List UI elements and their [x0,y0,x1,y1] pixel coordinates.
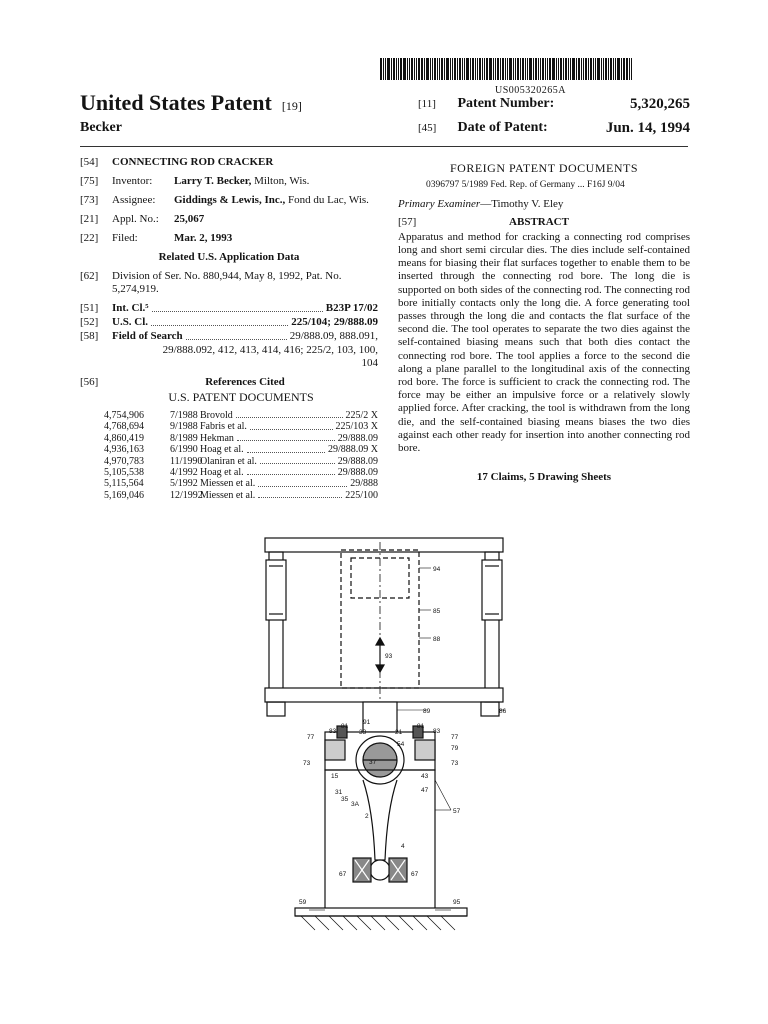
date-of-patent-row [418,120,690,136]
patent-number-label: Patent Number: [457,96,555,111]
int-cl-line [80,302,378,315]
reference-name: Hekman [200,432,234,444]
reference-num: 5,115,564 [104,478,144,490]
drawing-label: 81 [341,723,349,730]
patent-number: 5,320,265 [630,96,690,112]
abstract-header [398,216,690,229]
inventor-place: Milton, Wis. [251,175,310,187]
field-code: [62] [80,270,99,282]
field-code: [73] [80,194,99,206]
field-code: [54] [80,156,99,168]
field-code: [22] [80,232,99,244]
reference-name: Hoag et al. [200,444,244,456]
document-number: US005320265A [495,85,567,96]
references-list [104,410,378,501]
reference-date: 5/1992 [170,478,198,490]
division-text: Division of Ser. No. 880,944, May 8, 1992, Pat. No. 5,274,919. [112,270,342,295]
field-of-search-cont: 29/888.092, 412, 413, 414, 416; 225/2, 103, 100, [162,344,378,356]
title-field [80,156,378,169]
field-label: Field of Search [112,330,183,342]
reference-row [104,490,378,501]
reference-name: Hoag et al. [200,467,244,479]
leader-dots [258,490,342,498]
reference-date: 4/1992 [170,467,198,479]
field-label: Appl. No.: [112,213,159,225]
reference-cls: 225/103 X [335,421,378,433]
leader-dots [260,456,335,464]
reference-num: 4,754,906 [104,410,144,421]
leader-dots [247,444,325,452]
field-code: [51] [80,302,99,314]
drawing-label: 86 [499,708,507,715]
field-label: Inventor: [112,175,153,187]
filed-date: Mar. 2, 1993 [174,232,233,244]
field-label: U.S. Cl. [112,316,149,328]
drawing-label: 31 [335,789,343,796]
reference-date: 9/1988 [170,421,198,433]
drawing-label: 88 [433,636,441,643]
leader-dots [258,478,347,486]
drawing-label: 77 [307,734,315,741]
reference-name: Miessen et al. [200,478,256,490]
reference-cls: 29/888.09 [337,467,378,479]
drawing-label: 93 [385,653,393,660]
reference-row [104,410,378,421]
assignee-name: Giddings & Lewis, Inc., [174,194,286,206]
field-code: [21] [80,213,99,225]
patent-drawing [255,520,505,940]
reference-num: 4,768,694 [104,421,144,433]
reference-row [104,421,378,432]
drawing-label: 54 [397,741,405,748]
invention-title: CONNECTING ROD CRACKER [112,156,274,168]
reference-date: 11/1990 [170,455,203,467]
assignee-place: Fond du Lac, Wis. [285,194,369,206]
field-label: Int. Cl.⁵ [112,302,149,314]
right-column [398,162,690,484]
drawing-label: 85 [433,608,441,615]
leader-dots [151,316,288,326]
reference-num: 4,860,419 [104,432,144,444]
bibliographic-column [80,156,378,501]
date-of-patent: Jun. 14, 1994 [605,120,690,136]
drawing-label: 43 [421,773,429,780]
examiner-line [398,198,690,211]
drawing-label: 67 [411,871,419,878]
reference-date: 6/1990 [170,444,198,456]
division-field [80,270,378,296]
patent-number-code: [11] [418,98,436,110]
us-cl-line [80,316,378,329]
field-of-search-cont2: 104 [361,357,378,369]
claims-count: 17 Claims, 5 Drawing Sheets [476,471,612,484]
reference-row [104,444,378,455]
drawing-label: 95 [453,899,461,906]
leader-dots [152,302,323,312]
drawing-label: 21 [395,729,403,736]
reference-name: Fabris et al. [200,421,247,433]
abstract-heading: ABSTRACT [509,215,569,228]
appl-number: 25,067 [174,213,205,225]
drawing-label: 47 [421,787,429,794]
reference-cls: 29/888.09 [337,455,378,467]
inventor-name: Larry T. Becker, [174,175,252,187]
reference-name: Olaniran et al. [200,455,257,467]
drawing-label: 2 [365,813,369,820]
us-cl-value: 225/104; 29/888.09 [291,316,378,328]
reference-cls: 29/888.09 X [328,444,378,456]
reference-date: 7/1988 [170,410,198,421]
field-code: [75] [80,175,99,187]
drawing-label: 67 [339,871,347,878]
examiner-name: —Timothy V. Eley [480,198,564,211]
field-code: [56] [80,376,99,388]
us-docs-heading: U.S. PATENT DOCUMENTS [168,390,314,404]
date-code: [45] [418,122,437,134]
date-label: Date of Patent: [457,120,548,135]
reference-num: 5,105,538 [104,467,144,479]
reference-row [104,433,378,444]
drawing-label: 73 [303,760,311,767]
reference-row [104,456,378,467]
drawing-label: 37 [369,759,377,766]
drawing-label: 77 [451,734,459,741]
drawing-label: 79 [451,745,459,752]
patent-number-row [418,96,690,112]
leader-dots [247,467,335,475]
leader-dots [250,421,333,429]
drawing-label: 94 [433,566,441,573]
reference-name: Brovold [200,410,233,421]
foreign-heading: FOREIGN PATENT DOCUMENTS [449,161,639,175]
reference-num: 5,169,046 [104,489,144,501]
appl-field [80,213,378,226]
reference-name: Miessen et al. [200,489,256,501]
title-text: United States Patent [80,90,272,115]
title-code: [19] [281,99,302,113]
references-heading: References Cited [205,376,285,388]
abstract-text: Apparatus and method for cracking a connecting rod comprises long and short semi circular dies. The dies include self-contained means for biasing their flat surfaces together to enable them to be inserted through the connecting rod bore. The long die is supported on both sides of the connecting rod. The connecting rod bore initially contacts only the long die. A force generating tool passes through the long die and contacts the flat surface of the second die. The tool operates to separate the two dies against the self-contained biasing means such that both dies contact the connecting rod bore. The tool applies a force to the second die along a plane parallel to the longitudinal axis of the connecting rod bore. The force is sufficient to crack the connecting rod. The force may be either an impulsive force or a relatively slowly applied force. After cracking, the tool is withdrawn from the long die, and the self-contained biasing means biases the two dies against each other ready for insertion into another connecting rod bore. [398,230,690,455]
drawing-label: 33 [359,729,367,736]
abstract-code: [57] [398,215,417,228]
leader-dots [186,330,287,340]
field-of-search-line [80,330,378,343]
drawing-label: 57 [453,808,461,815]
reference-num: 4,970,783 [104,455,144,467]
drawing-label: 83 [433,728,441,735]
examiner-label: Primary Examiner [398,198,481,211]
drawing-label: 83 [329,728,337,735]
inventor-surname: Becker [80,120,122,135]
drawing-label: 35 [341,796,349,803]
references-field [80,376,378,389]
drawing-label: 89 [423,708,431,715]
foreign-patent-row: 0396797 5/1989 Fed. Rep. of Germany ... F16J 9/04 [426,180,625,191]
reference-cls: 225/100 [345,489,378,501]
leader-dots [237,433,335,441]
reference-row [104,478,378,489]
field-code: [58] [80,330,99,342]
field-of-search-value: 29/888.09, 888.091, [289,330,378,342]
assignee-field [80,194,378,207]
leader-dots [236,410,343,418]
drawing-label: 15 [331,773,339,780]
drawing-label: 3A [351,801,359,808]
inventor-field [80,175,378,188]
drawing-label: 4 [401,843,405,850]
int-cl-value: B23P 17/02 [325,302,378,314]
filed-field [80,232,378,245]
reference-cls: 29/888.09 [337,432,378,444]
reference-date: 12/1992 [170,489,203,501]
reference-cls: 29/888 [350,478,378,490]
reference-cls: 225/2 X [345,410,378,421]
patent-title-header [80,90,302,116]
drawing-label: 59 [299,899,307,906]
drawing-label: 91 [363,719,371,726]
drawing-label: 81 [417,723,425,730]
field-label: Assignee: [112,194,156,206]
header-rule [80,146,688,147]
reference-num: 4,936,163 [104,444,144,456]
drawing-label: 73 [451,760,459,767]
barcode [380,58,690,80]
field-label: Filed: [112,232,138,244]
reference-row [104,467,378,478]
related-heading: Related U.S. Application Data [158,251,300,263]
field-code: [52] [80,316,99,328]
reference-date: 8/1989 [170,432,198,444]
